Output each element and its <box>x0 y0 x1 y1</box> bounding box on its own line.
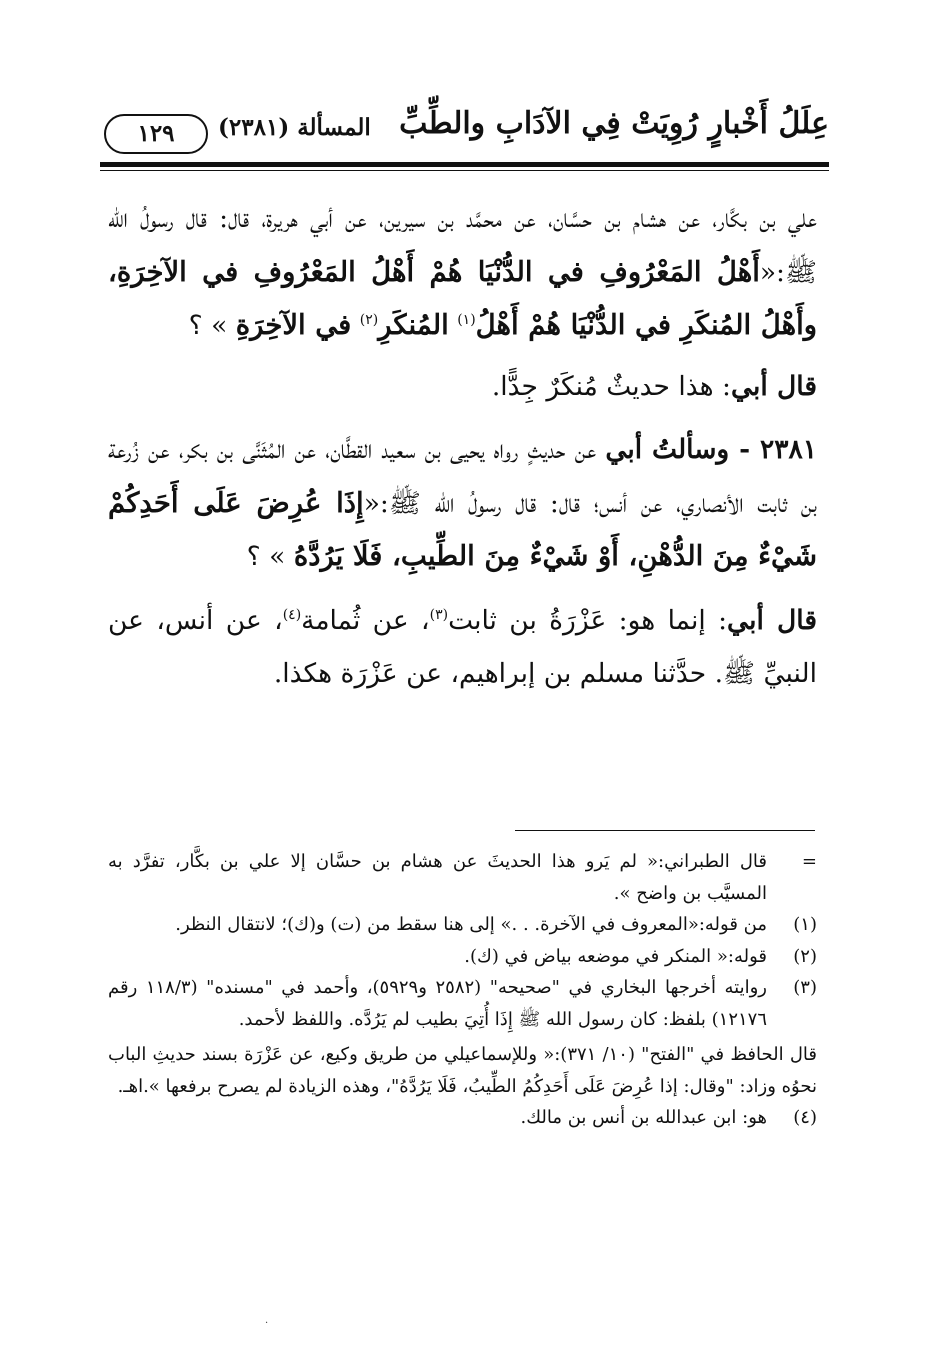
book-title: عِلَلُ أَخْبارٍ رُوِيَتْ فِي الآدَابِ والطِّبِّ <box>399 106 829 141</box>
answer-text: ، عن ثُمامة <box>301 604 430 636</box>
footnote-text: قوله:« المنكر في موضعه بياض في (ك). <box>464 945 767 967</box>
footnote-3-continued: قال الحافظ في "الفتح" (١٠/ ٣٧١):« وللإسماعيلي من طريق وكيع، عن عَزْرَة بسند حديثِ الباب نحوُه وزاد: "وقال: إذا عُرِضَ عَلَى أَحَدِكُمُ الطِّيبُ، فَلَا يَرُدَّهُ"، وهذه الزيادة لم يصرح برفعها ».اهـ. <box>108 1044 817 1097</box>
scan-speck: · <box>265 1318 269 1329</box>
footnote-marker: (٣) <box>793 977 817 998</box>
footnote-separator <box>515 830 815 831</box>
isnad-text: علي بن بكَّار، عن هشام بن حسَّان، عن محمَّد بن سيرين، عن أبي هريرة، قال: قال رسولُ الله ﷺ:« <box>108 203 817 288</box>
footnote-2 <box>108 941 817 973</box>
hadith-text: أَهْلُ المَعْرُوفِ في الدُّنْيَا هُمْ أَهْلُ المَعْرُوفِ في الآخِرَةِ، وأَهْلُ المُنكَرِ في الدُّنْيَا هُمْ أَهْلُ <box>108 255 817 341</box>
issue-label: المسألة (٢٣٨١) <box>218 114 371 141</box>
running-header <box>100 100 829 162</box>
paragraph-2 <box>108 360 817 414</box>
page-number-badge: ١٢٩ <box>104 114 208 154</box>
speaker-label: قال أبي <box>727 604 818 636</box>
footnote-text: روايته أخرجها البخاري في "صحيحه" (٢٥٨٢ و٥٩٢٩)، وأحمد في "مسنده" (١١٨/٣ رقم ١٢١٧٦) بلفظ: كان رسول الله ﷺ إِذَا أُتِيَ بطيب لم يَرُدَّه. واللفظ لأحمد. <box>108 977 768 1030</box>
header-rule-thin <box>100 170 829 171</box>
paragraph-1 <box>108 192 817 353</box>
footnote-marker: (١) <box>793 914 817 935</box>
footnote-ref-3[interactable]: (٣) <box>429 606 449 623</box>
footnote-4 <box>108 1102 817 1134</box>
verdict-text: : هذا حديثٌ مُنكَرٌ جِدًّا. <box>491 370 731 402</box>
hadith-text: في الآخِرَةِ <box>235 309 352 341</box>
issue-heading: ٢٣٨١ - وسألتُ أبي <box>605 434 817 465</box>
footnote-text: من قوله:«المعروف في الآخرة. . .» إلى هنا سقط من (ت) و(ك)؛ لانتقال النظر. <box>175 914 767 935</box>
footnote-text: هو: ابن عبدالله بن أنس بن مالك. <box>520 1107 767 1128</box>
hadith-text: المُنكَرِ <box>378 309 449 341</box>
footnote-1 <box>108 909 817 941</box>
footnote-marker: (٤) <box>793 1107 817 1128</box>
main-text <box>108 192 817 708</box>
paragraph-3 <box>108 423 817 584</box>
footnote-ref-4[interactable]: (٤) <box>282 606 302 623</box>
footnote-marker: = <box>801 851 817 872</box>
footnote-marker: (٢) <box>793 945 817 967</box>
answer-text: ، عن أنس، عن النبيِّ ﷺ. حدَّثنا مسلم بن إبراهيم، عن عَزْرَة هكذا. <box>108 604 817 689</box>
hadith-text: إِذَا عُرِضَ عَلَى أَحَدِكُمْ شَيْءٌ مِنَ الدُّهْنِ، أَوْ شَيْءٌ مِنَ الطِّيبِ، فَلَا يَرُدَّهُ <box>108 486 817 572</box>
quote-close: » ؟ <box>188 310 228 341</box>
footnote-3 <box>108 972 817 1035</box>
isnad-text: عن حديثٍ رواه يحيى بن سعيد القطَّان، عن المُثَنَّى بن بكر، عن زُرعة بن ثابت الأنصاري، عن أنس؛ قال: قال رسولُ الله ﷺ:« <box>108 434 817 519</box>
answer-text: : إنما هو: عَزْرَةُ بن ثابت <box>448 604 728 636</box>
footnote-ref-2[interactable]: (٢) <box>359 312 379 329</box>
footnote-continued <box>108 846 817 909</box>
header-rule-thick <box>100 162 829 167</box>
quote-close: » ؟ <box>246 541 286 572</box>
footnote-text: قال الطبراني:« لم يَرو هذا الحديثَ عن هشام بن حسَّان إلا علي بن بكَّار، تفرَّد به المسيَّب بن واضح ». <box>108 851 767 904</box>
paragraph-4 <box>108 594 817 701</box>
footnotes <box>108 846 817 1134</box>
speaker-label: قال أبي <box>730 370 817 402</box>
footnote-ref-1[interactable]: (١) <box>457 312 476 329</box>
